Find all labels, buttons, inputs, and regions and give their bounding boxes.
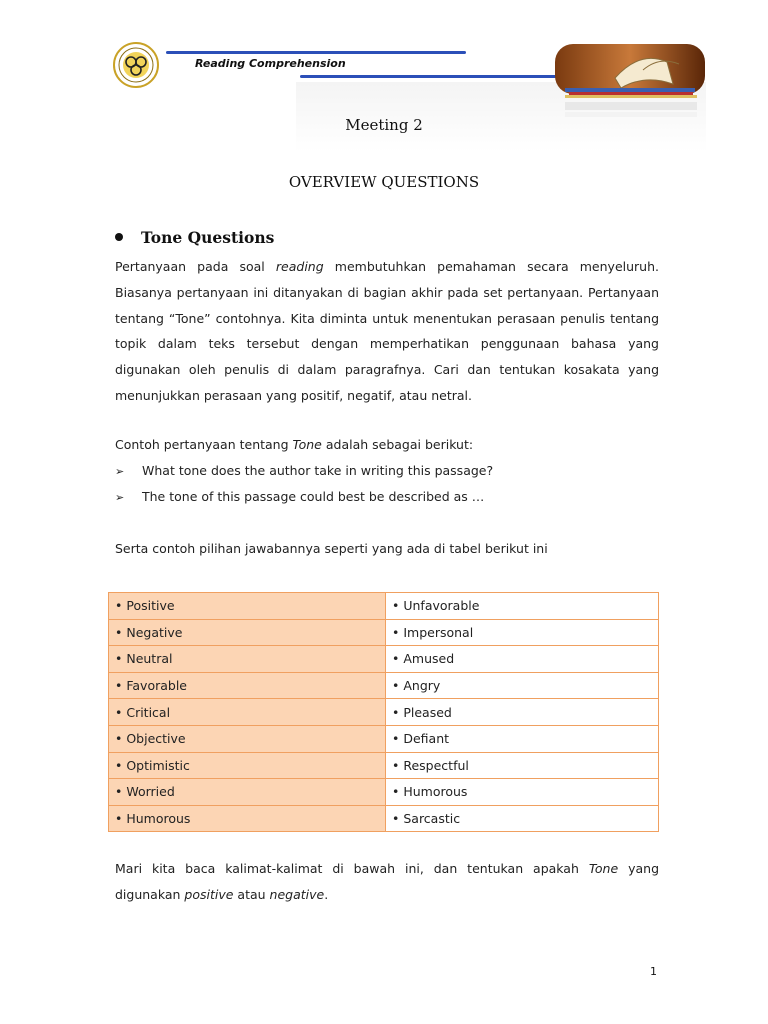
closing-text: atau [233,886,270,902]
table-row [109,779,659,806]
examples-intro-end: adalah sebagai berikut: [321,437,474,452]
tone-cell: • Impersonal [386,619,659,646]
meeting-title: Meeting 2 [345,116,423,134]
closing-italic: negative [269,886,325,902]
table-row [109,593,659,620]
tone-cell: • Optimistic [109,752,386,779]
tone-cell: • Favorable [109,672,386,699]
table-row [109,646,659,673]
table-row [109,619,659,646]
table-row [109,699,659,726]
section-heading [115,228,274,247]
tone-cell: • Pleased [386,699,659,726]
examples-intro [115,437,473,452]
filled-circle-icon [115,233,123,241]
tone-cell: • Humorous [386,779,659,806]
examples-intro-italic: Tone [292,437,322,452]
closing-paragraph [115,856,659,908]
tone-cell: • Negative [109,619,386,646]
intro-paragraph [115,254,659,409]
section-title: Tone Questions [141,228,275,247]
table-row [109,725,659,752]
tone-cell: • Worried [109,779,386,806]
example-question [115,489,484,504]
closing-text: yang digunakan [115,861,660,902]
tone-options-table [108,592,659,832]
example-question-text: The tone of this passage could best be described as … [142,489,485,504]
university-seal-icon [113,42,159,88]
page-number: 1 [650,965,657,978]
table-intro: Serta contoh pilihan jawabannya seperti yang ada di tabel berikut ini [115,541,548,556]
tone-cell: • Critical [109,699,386,726]
tone-cell: • Unfavorable [386,593,659,620]
tone-cell: • Positive [109,593,386,620]
closing-text: Mari kita baca kalimat-kalimat di bawah ini, dan tentukan apakah [115,861,589,876]
header-title: Reading Comprehension [195,57,346,70]
table-row [109,752,659,779]
closing-italic: Tone [588,861,619,876]
page-heading: OVERVIEW QUESTIONS [288,173,480,191]
tone-cell: • Respectful [386,752,659,779]
page-header [0,0,768,160]
table-row [109,672,659,699]
tone-cell: • Amused [386,646,659,673]
tone-cell: • Defiant [386,725,659,752]
closing-italic: positive [184,886,234,902]
tone-cell: • Neutral [109,646,386,673]
arrow-bullet-icon: ➢ [115,491,125,504]
open-book-banner-icon [555,44,705,120]
intro-text-rest: membutuhkan pemahaman secara menyeluruh. Biasanya pertanyaan ini ditanyakan di bagian akhir pada set pertanyaan. Pertanyaan tentang “Tone” contohnya. Kita diminta untuk menentukan perasaan penulis tentang topik dalam teks tersebut dengan memperhatikan penggunaan bahasa yang digunakan oleh penulis di dalam paragrafnya. Cari dan tentukan kosakata yang menunjukkan perasaan yang positif, negatif, atau netral. [115,259,659,403]
tone-cell: • Objective [109,725,386,752]
examples-intro-start: Contoh pertanyaan tentang [115,437,293,452]
table-row [109,805,659,832]
arrow-bullet-icon: ➢ [115,465,125,478]
example-question-text: What tone does the author take in writing this passage? [142,463,494,478]
tone-cell: • Angry [386,672,659,699]
closing-text: . [324,886,329,902]
header-rule-bottom [300,75,560,78]
tone-cell: • Humorous [109,805,386,832]
header-rule-top [166,51,466,54]
tone-cell: • Sarcastic [386,805,659,832]
example-question [115,463,493,478]
intro-text-start: Pertanyaan pada soal [115,259,276,274]
intro-italic-word: reading [275,259,324,274]
